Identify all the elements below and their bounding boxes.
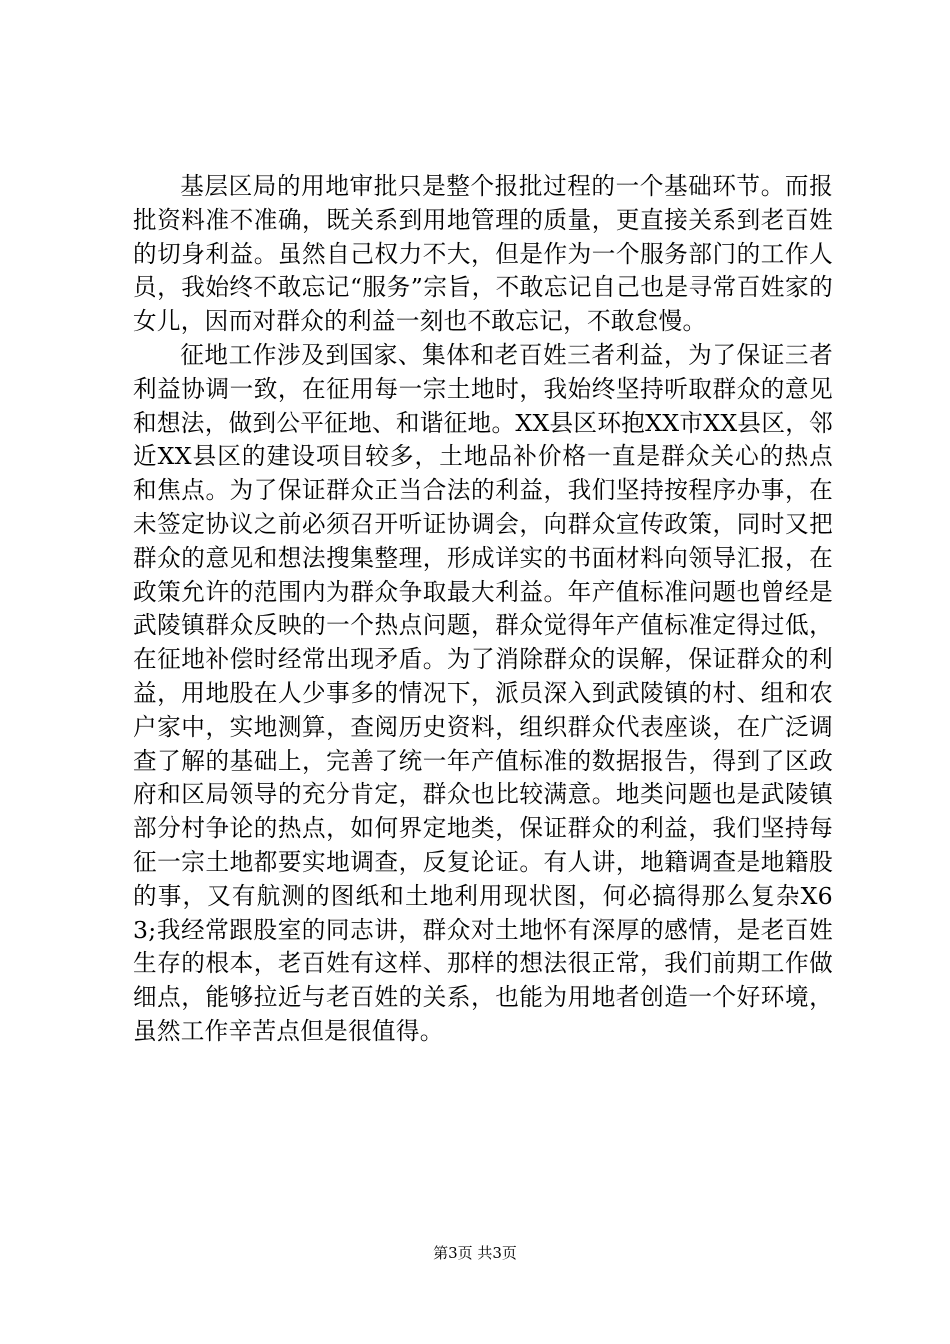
paragraph-1: 基层区局的用地审批只是整个报批过程的一个基础环节。而报批资料准不准确，既关系到用地管理的质量，更直接关系到老百姓的切身利益。虽然自己权力不大，但是作为一个服务部门的工作人员，我始终不敢忘记“服务”宗旨，不敢忘记自己也是寻常百姓家的女儿，因而对群众的利益一刻也不敢忘记，不敢怠慢。 bbox=[133, 172, 833, 336]
page-number-footer: 第3页 共3页 bbox=[433, 1244, 517, 1262]
document-body bbox=[133, 170, 833, 1049]
paragraph-2: 征地工作涉及到国家、集体和老百姓三者利益，为了保证三者利益协调一致，在征用每一宗土地时，我始终坚持听取群众的意见和想法，做到公平征地、和谐征地。XX县区环抱XX市XX县区，邻近XX县区的建设项目较多，土地品补价格一直是群众关心的热点和焦点。为了保证群众正当合法的利益，我们坚持按程序办事，在未签定协议之前必须召开听证协调会，向群众宣传政策，同时又把群众的意见和想法搜集整理，形成详实的书面材料向领导汇报，在政策允许的范围内为群众争取最大利益。年产值标准问题也曾经是武陵镇群众反映的一个热点问题，群众觉得年产值标准定得过低，在征地补偿时经常出现矛盾。为了消除群众的误解，保证群众的利益，用地股在人少事多的情况下，派员深入到武陵镇的村、组和农户家中，实地测算，查阅历史资料，组织群众代表座谈，在广泛调查了解的基础上，完善了统一年产值标准的数据报告，得到了区政府和区局领导的充分肯定，群众也比较满意。地类问题也是武陵镇部分村争论的热点，如何界定地类，保证群众的利益，我们坚持每征一宗土地都要实地调查，反复论证。有人讲，地籍调查是地籍股的事，又有航测的图纸和土地利用现状图，何必搞得那么复杂X63;我经常跟股室的同志讲，群众对土地怀有深厚的感情，是老百姓生存的根本，老百姓有这样、那样的想法很正常，我们前期工作做细点，能够拉近与老百姓的关系，也能为用地者创造一个好环境，虽然工作辛苦点但是很值得。 bbox=[133, 340, 833, 1045]
